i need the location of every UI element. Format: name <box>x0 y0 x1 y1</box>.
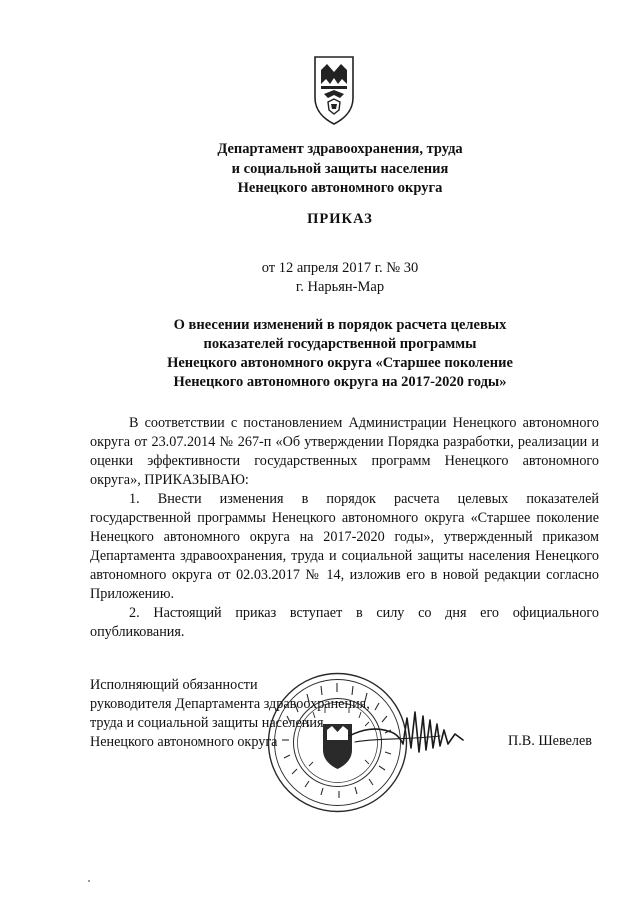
position-line: Ненецкого автономного округа <box>90 734 278 750</box>
order-body <box>90 414 599 642</box>
org-line: Ненецкого автономного округа <box>237 180 443 196</box>
position-line: труда и социальной защиты населения <box>90 715 324 731</box>
org-line: и социальной защиты населения <box>231 160 449 177</box>
order-city: г. Нарьян-Мар <box>295 279 385 295</box>
document-type: ПРИКАЗ <box>307 211 373 227</box>
scan-artifact-dot <box>88 880 90 882</box>
subject-line: Ненецкого автономного округа «Старшее поколение <box>167 355 513 371</box>
organization-name <box>120 140 560 199</box>
item-1-paragraph: 1. Внести изменения в порядок расчета целевых показателей государственной программы Ненецкого автономного округа «Старшее поколение Ненецкого автономного округа на 2017-2020 годы», утвержденный приказом Департамента здравоохранения, труда и социальной защиты населения Ненецкого автономного округа от 02.03.2017 № 14, изложив его в новой редакции согласно Приложению. <box>90 491 599 602</box>
signatory-name: П.В. Шевелев <box>508 733 592 749</box>
position-line: Исполняющий обязанности <box>90 677 258 693</box>
order-date: от 12 апреля 2017 г. № 30 <box>261 260 419 276</box>
position-line: руководителя Департамента здравоохранения, <box>90 696 370 712</box>
subject-line: Ненецкого автономного округа на 2017-2020 годы» <box>173 374 507 390</box>
order-subject <box>110 316 570 392</box>
item-2-paragraph: 2. Настоящий приказ вступает в силу со дня его официального опубликования. <box>90 605 599 640</box>
coat-of-arms-emblem <box>312 54 356 126</box>
subject-line: показателей государственной программы <box>203 336 477 352</box>
org-line: Департамент здравоохранения, труда <box>217 141 463 157</box>
date-block <box>120 259 560 297</box>
preamble-paragraph: В соответствии с постановлением Администрации Ненецкого автономного округа от 23.07.2014 № 267-п «Об утверждении Порядка разработки, реализации и оценки эффективности государственных программ Ненецкого автономного округа», ПРИКАЗЫВАЮ: <box>90 415 599 488</box>
signatory-position <box>90 676 370 752</box>
subject-line: О внесении изменений в порядок расчета целевых <box>173 317 507 333</box>
